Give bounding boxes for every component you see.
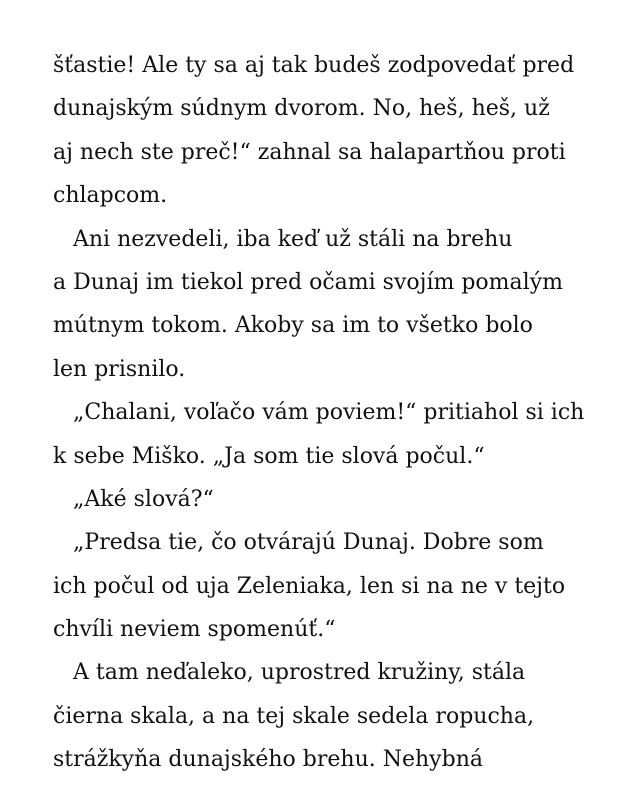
page-text xyxy=(53,44,613,782)
text-line: ich počul od uja Zeleniaka, len si na ne v tejto xyxy=(53,573,566,599)
text-line: strážkyňa dunajského brehu. Nehybná xyxy=(53,747,483,773)
paragraph xyxy=(53,521,613,651)
text-line: Ani nezvedeli, iba keď už stáli na brehu xyxy=(73,226,513,252)
text-line: mútnym tokom. Akoby sa im to všetko bolo xyxy=(53,313,533,339)
paragraph xyxy=(53,391,613,478)
text-line: chvíli neviem spomenúť.“ xyxy=(53,617,336,643)
text-line: čierna skala, a na tej skale sedela ropucha, xyxy=(53,703,535,729)
text-line: aj nech ste preč!“ zahnal sa halapartňou proti xyxy=(53,139,566,165)
text-line: A tam neďaleko, uprostred kružiny, stála xyxy=(73,660,526,686)
text-line: dunajským súdnym dvorom. No, heš, heš, už xyxy=(53,96,550,122)
text-line: chlapcom. xyxy=(53,183,168,209)
text-line: „Aké slová?“ xyxy=(73,486,214,512)
text-line: len prisnilo. xyxy=(53,356,186,382)
paragraph xyxy=(53,651,613,781)
text-line: a Dunaj im tiekol pred očami svojím pomalým xyxy=(53,269,563,295)
paragraph xyxy=(53,44,613,218)
text-line: „Chalani, voľačo vám poviem!“ pritiahol si ich xyxy=(73,400,585,426)
paragraph xyxy=(53,218,613,392)
paragraph xyxy=(53,478,613,521)
text-line: „Predsa tie, čo otvárajú Dunaj. Dobre som xyxy=(73,530,544,556)
text-line: šťastie! Ale ty sa aj tak budeš zodpovedať pred xyxy=(53,53,575,78)
text-line: k sebe Miško. „Ja som tie slová počul.“ xyxy=(53,443,485,469)
